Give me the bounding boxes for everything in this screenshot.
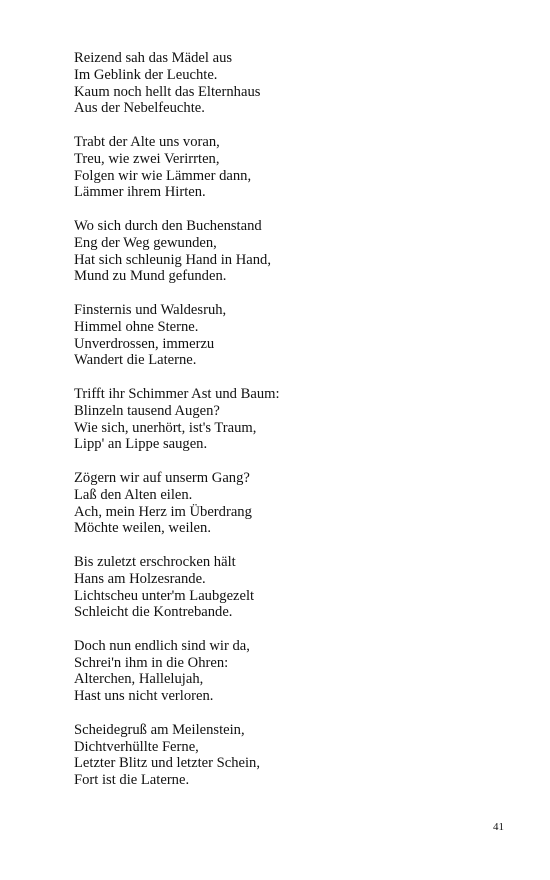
poem-line: Möchte weilen, weilen. <box>74 520 211 537</box>
stanza <box>74 554 474 621</box>
poem-line: Folgen wir wie Lämmer dann, <box>74 167 252 184</box>
poem-line: Aus der Nebelfeuchte. <box>74 100 205 117</box>
poem-line: Kaum noch hellt das Elternhaus <box>74 83 261 100</box>
poem-line: Lipp' an Lippe saugen. <box>74 436 208 453</box>
poem-line: Im Geblink der Leuchte. <box>74 66 218 83</box>
poem-line: Treu, wie zwei Verirrten, <box>74 150 220 167</box>
stanza <box>74 50 474 117</box>
poem-line: Reizend sah das Mädel aus <box>74 50 233 66</box>
poem-line: Blinzeln tausend Augen? <box>74 402 220 419</box>
poem-line: Scheidegruß am Meilenstein, <box>74 721 245 738</box>
stanza <box>74 470 474 537</box>
poem-line: Fort ist die Laterne. <box>74 772 190 789</box>
poem-line: Schrei'n ihm in die Ohren: <box>74 654 229 671</box>
poem-line: Unverdrossen, immerzu <box>74 335 215 352</box>
stanza <box>74 134 474 201</box>
poem-line: Wandert die Laterne. <box>74 352 197 369</box>
poem-line: Hat sich schleunig Hand in Hand, <box>74 251 271 268</box>
poem-line: Wo sich durch den Buchenstand <box>74 217 262 234</box>
stanza <box>74 722 474 789</box>
poem-line: Lichtscheu unter'm Laubgezelt <box>74 587 255 604</box>
poem-line: Lämmer ihrem Hirten. <box>74 184 206 201</box>
stanza <box>74 638 474 705</box>
poem-line: Hans am Holzesrande. <box>74 570 206 587</box>
poem-line: Dichtverhüllte Ferne, <box>74 738 199 755</box>
poem-line: Laß den Alten eilen. <box>74 486 193 503</box>
page-number: 41 <box>493 821 504 833</box>
poem-line: Ach, mein Herz im Überdrang <box>74 503 252 520</box>
poem-line: Himmel ohne Sterne. <box>74 318 199 335</box>
poem-line: Doch nun endlich sind wir da, <box>74 637 250 654</box>
poem-line: Eng der Weg gewunden, <box>74 234 217 251</box>
poem-line: Wie sich, unerhört, ist's Traum, <box>74 419 257 436</box>
stanza <box>74 218 474 285</box>
poem-line: Finsternis und Waldesruh, <box>74 301 227 318</box>
poem-line: Hast uns nicht verloren. <box>74 688 214 705</box>
poem-line: Bis zuletzt erschrocken hält <box>74 553 236 570</box>
poem-line: Zögern wir auf unserm Gang? <box>74 469 250 486</box>
poem-line: Trifft ihr Schimmer Ast und Baum: <box>74 385 280 402</box>
poem-line: Schleicht die Kontrebande. <box>74 604 233 621</box>
poem-line: Alterchen, Hallelujah, <box>74 671 204 688</box>
poem-line: Trabt der Alte uns voran, <box>74 133 220 150</box>
poem-line: Letzter Blitz und letzter Schein, <box>74 755 260 772</box>
poem-line: Mund zu Mund gefunden. <box>74 268 227 285</box>
poem-body <box>74 50 474 806</box>
stanza <box>74 386 474 453</box>
stanza <box>74 302 474 369</box>
